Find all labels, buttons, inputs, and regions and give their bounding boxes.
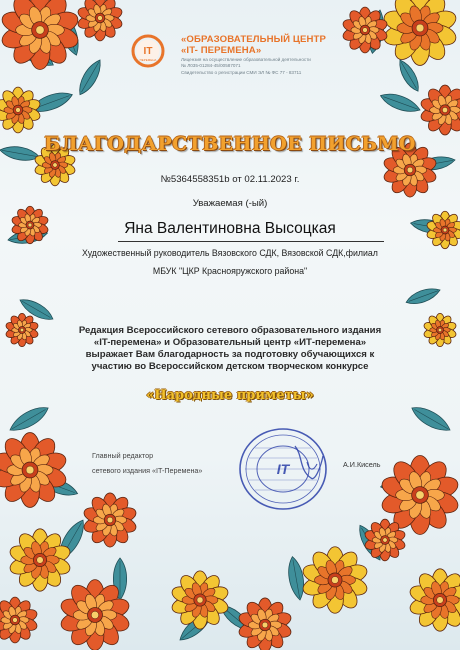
signature-label-line1: Главный редактор — [92, 451, 154, 460]
contest-name: «Народные приметы» — [146, 388, 314, 403]
recipient-position-line2: МБУК "ЦКР Краснояружского района" — [152, 266, 308, 276]
signature-label-line2: сетевого издания «IT-Перемена» — [92, 466, 203, 475]
license-line1: Лицензия на осуществление образовательной деятельности — [181, 57, 311, 62]
greeting: Уважаемая (-ый) — [192, 198, 268, 209]
official-stamp-icon — [237, 426, 329, 512]
recipient-name: Яна Валентиновна Высоцкая — [124, 220, 336, 237]
organization-name-line1: «ОБРАЗОВАТЕЛЬНЫЙ ЦЕНТР — [181, 34, 326, 45]
license-line3: Свидетельство о регистрации СМИ ЭЛ № ФС 77 - 83711 — [181, 70, 302, 75]
recipient-position-line1: Художественный руководитель Вязовского СДК, Вязовской СДК,филиал — [82, 248, 378, 258]
svg-text:IT: IT — [143, 46, 153, 57]
body-text-line3: выражает Вам благодарность за подготовку обучающихся к — [85, 349, 375, 360]
svg-text:ПЕРЕМЕНА: ПЕРЕМЕНА — [139, 58, 157, 62]
svg-text:IT: IT — [276, 461, 290, 477]
document-number: №5364558351b от 02.11.2023 г. — [160, 174, 300, 185]
signer-name: А.И.Кисель — [343, 460, 381, 469]
it-peremena-logo-icon — [128, 34, 174, 70]
body-text-line4: участию во Всероссийском детском творческом конкурсе — [91, 361, 369, 372]
body-text-line2: «IT-перемена» и Образовательный центр «ИТ-перемена» — [93, 337, 367, 348]
body-text-line1: Редакция Всероссийского сетевого образовательного издания — [78, 325, 382, 336]
license-line2: № Л035-01284-45/00587071 — [181, 63, 241, 68]
document-title: БЛАГОДАРСТВЕННОЕ ПИСЬМО — [44, 133, 416, 155]
organization-name — [181, 34, 351, 56]
organization-name-line2: «IT- ПЕРЕМЕНА» — [181, 45, 262, 56]
recipient-underline — [118, 241, 384, 242]
